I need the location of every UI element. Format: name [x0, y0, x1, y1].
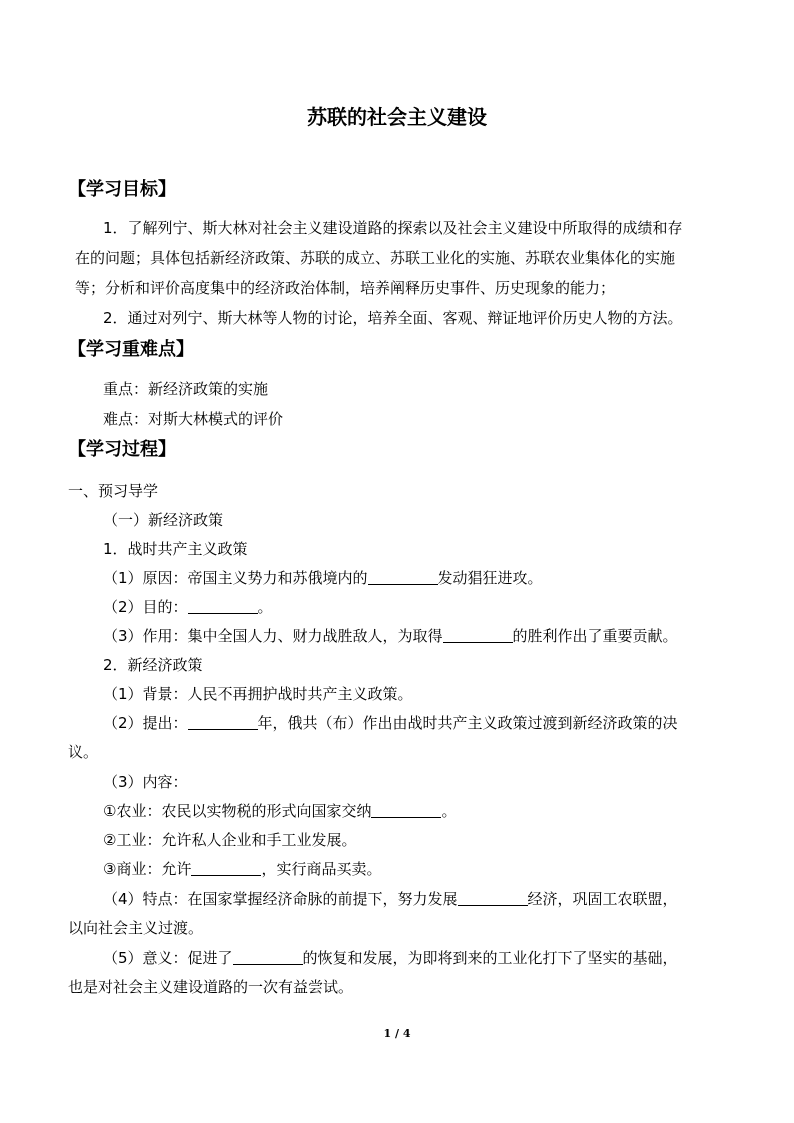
background-line: （1）背景：人民不再拥护战时共产主义政策。: [103, 685, 413, 703]
feature-line-cont: 以向社会主义过渡。: [68, 919, 204, 937]
meaning-text-start: （5）意义：促进了: [103, 949, 233, 967]
fill-blank: [368, 569, 438, 585]
proposal-line-cont: 议。: [68, 743, 99, 761]
effect-line: [103, 624, 678, 648]
meaning-line-cont: 也是对社会主义建设道路的一次有益尝试。: [68, 978, 354, 996]
objective-1-line-3: 等；分析和评价高度集中的经济政治体制，培养阐释历史事件、历史现象的能力；: [75, 279, 616, 297]
purpose-text-end: 。: [257, 598, 273, 616]
fill-blank: [458, 890, 528, 906]
page-title: 苏联的社会主义建设: [307, 105, 487, 129]
process-item-2: 2．新经济政策: [103, 656, 203, 674]
reason-text-start: （1）原因：帝国主义势力和苏俄境内的: [103, 569, 368, 587]
meaning-line: [103, 946, 678, 970]
commerce-text-end: ，实行商品买卖。: [261, 860, 382, 878]
key-point-difficulty: 难点：对斯大林模式的评价: [103, 410, 284, 428]
effect-text-start: （3）作用：集中全国人力、财力战胜敌人，为取得: [103, 627, 443, 645]
fill-blank: [188, 598, 258, 614]
objective-2: 2．通过对列宁、斯大林等人物的讨论，培养全面、客观、辩证地评价历史人物的方法。: [103, 309, 683, 327]
section-heading-objectives: 【学习目标】: [68, 179, 176, 200]
content-line: （3）内容：: [103, 773, 188, 791]
key-point-focus: 重点：新经济政策的实施: [103, 380, 269, 398]
fill-blank: [191, 860, 261, 876]
process-part-1: 一、预习导学: [68, 482, 159, 500]
page-number: 1 / 4: [383, 1027, 411, 1040]
commerce-text-start: ③商业：允许: [103, 860, 192, 878]
section-heading-process: 【学习过程】: [68, 439, 176, 460]
meaning-text-end: 的恢复和发展，为即将到来的工业化打下了坚实的基础，: [302, 949, 678, 967]
commerce-line: [103, 857, 381, 881]
section-heading-key-points: 【学习重难点】: [68, 339, 194, 360]
feature-text-end: 经济，巩固工农联盟，: [527, 890, 678, 908]
feature-line: [103, 887, 678, 911]
reason-line: [103, 566, 543, 590]
purpose-text-start: （2）目的：: [103, 598, 188, 616]
industry-line: ②工业：允许私人企业和手工业发展。: [103, 831, 357, 849]
feature-text-start: （4）特点：在国家掌握经济命脉的前提下，努力发展: [103, 890, 458, 908]
process-item-1: 1．战时共产主义政策: [103, 540, 248, 558]
reason-text-end: 发动猖狂进攻。: [437, 569, 543, 587]
process-sub-1: （一）新经济政策: [103, 511, 224, 529]
agriculture-line: [103, 799, 456, 823]
proposal-line: [103, 711, 678, 735]
fill-blank: [233, 949, 303, 965]
fill-blank: [371, 802, 441, 818]
fill-blank: [188, 714, 258, 730]
proposal-text-start: （2）提出：: [103, 714, 188, 732]
effect-text-end: 的胜利作出了重要贡献。: [512, 627, 678, 645]
purpose-line: [103, 595, 273, 619]
proposal-text-end: 年，俄共（布）作出由战时共产主义政策过渡到新经济政策的决: [257, 714, 678, 732]
agriculture-text-end: 。: [441, 802, 457, 820]
objective-1-line-2: 在的问题；具体包括新经济政策、苏联的成立、苏联工业化的实施、苏联农业集体化的实施: [75, 249, 676, 267]
agriculture-text-start: ①农业：农民以实物税的形式向国家交纳: [103, 802, 372, 820]
fill-blank: [443, 627, 513, 643]
objective-1-line-1: 1．了解列宁、斯大林对社会主义建设道路的探索以及社会主义建设中所取得的成绩和存: [103, 219, 683, 237]
